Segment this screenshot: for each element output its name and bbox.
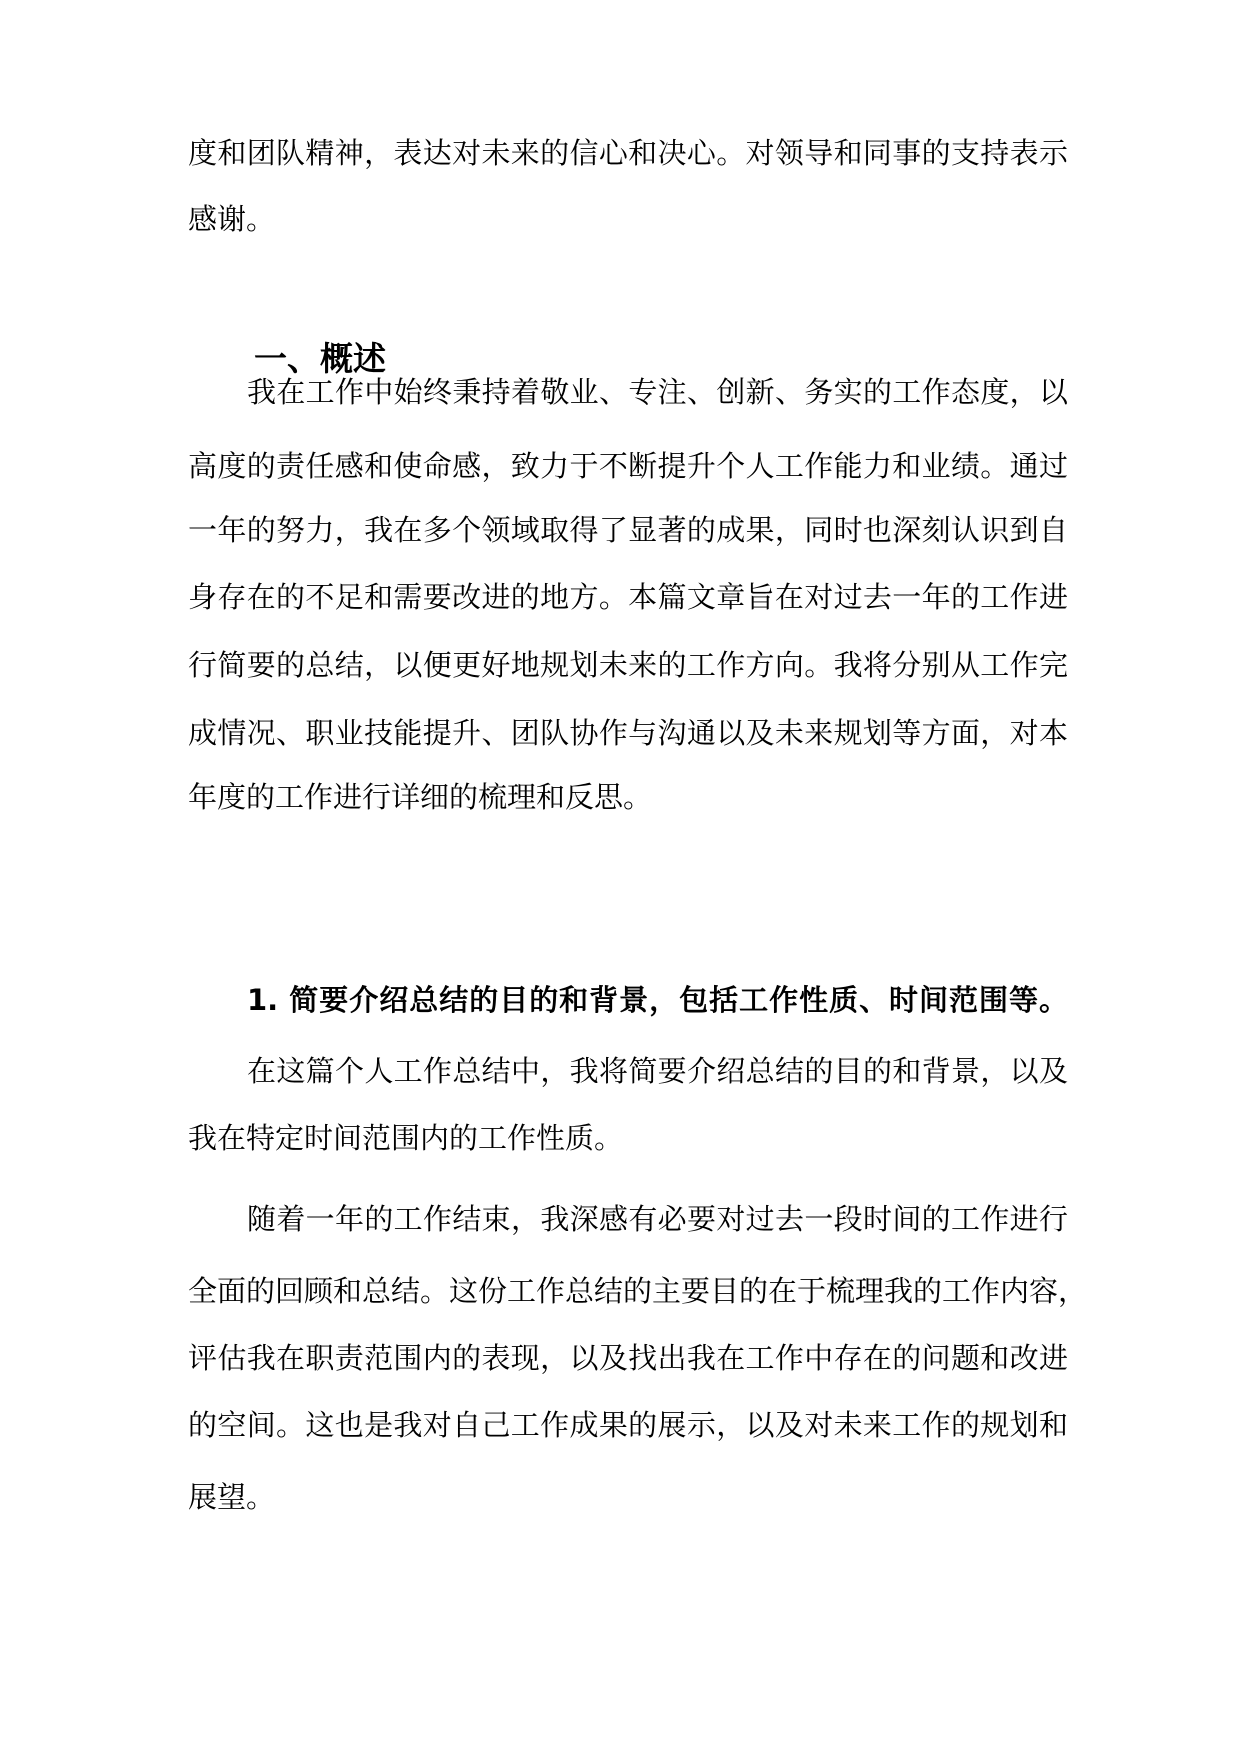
intro-line-1: 度和团队精神，表达对未来的信心和决心。对领导和同事的支持表示 <box>188 136 1068 170</box>
overview-line-7: 年度的工作进行详细的梳理和反思。 <box>188 780 653 814</box>
overview-line-2: 高度的责任感和使命感，致力于不断提升个人工作能力和业绩。通过 <box>188 449 1068 483</box>
overview-line-3: 一年的努力，我在多个领域取得了显著的成果，同时也深刻认识到自 <box>188 513 1068 547</box>
intro-line-2: 感谢。 <box>188 202 276 236</box>
overview-line-5: 行简要的总结，以便更好地规划未来的工作方向。我将分别从工作完 <box>188 648 1068 682</box>
paragraph2-line-2: 全面的回顾和总结。这份工作总结的主要目的在于梳理我的工作内容， <box>188 1274 1088 1308</box>
paragraph2-line-5: 展望。 <box>188 1480 276 1514</box>
overview-line-6: 成情况、职业技能提升、团队协作与沟通以及未来规划等方面，对本 <box>188 716 1068 750</box>
paragraph2-line-3: 评估我在职责范围内的表现，以及找出我在工作中存在的问题和改进 <box>188 1341 1068 1375</box>
paragraph2-line-4: 的空间。这也是我对自己工作成果的展示，以及对未来工作的规划和 <box>188 1408 1068 1442</box>
paragraph1-line-1: 在这篇个人工作总结中，我将简要介绍总结的目的和背景，以及 <box>247 1054 1068 1088</box>
subheading: 1. 简要介绍总结的目的和背景，包括工作性质、时间范围等。 <box>247 983 1068 1017</box>
paragraph2-line-1: 随着一年的工作结束，我深感有必要对过去一段时间的工作进行 <box>247 1202 1068 1236</box>
overview-line-1: 我在工作中始终秉持着敬业、专注、创新、务实的工作态度，以 <box>247 375 1068 409</box>
overview-line-4: 身存在的不足和需要改进的地方。本篇文章旨在对过去一年的工作进 <box>188 580 1068 614</box>
section-heading: 一、概述 <box>254 339 386 378</box>
paragraph1-line-2: 我在特定时间范围内的工作性质。 <box>188 1121 624 1155</box>
